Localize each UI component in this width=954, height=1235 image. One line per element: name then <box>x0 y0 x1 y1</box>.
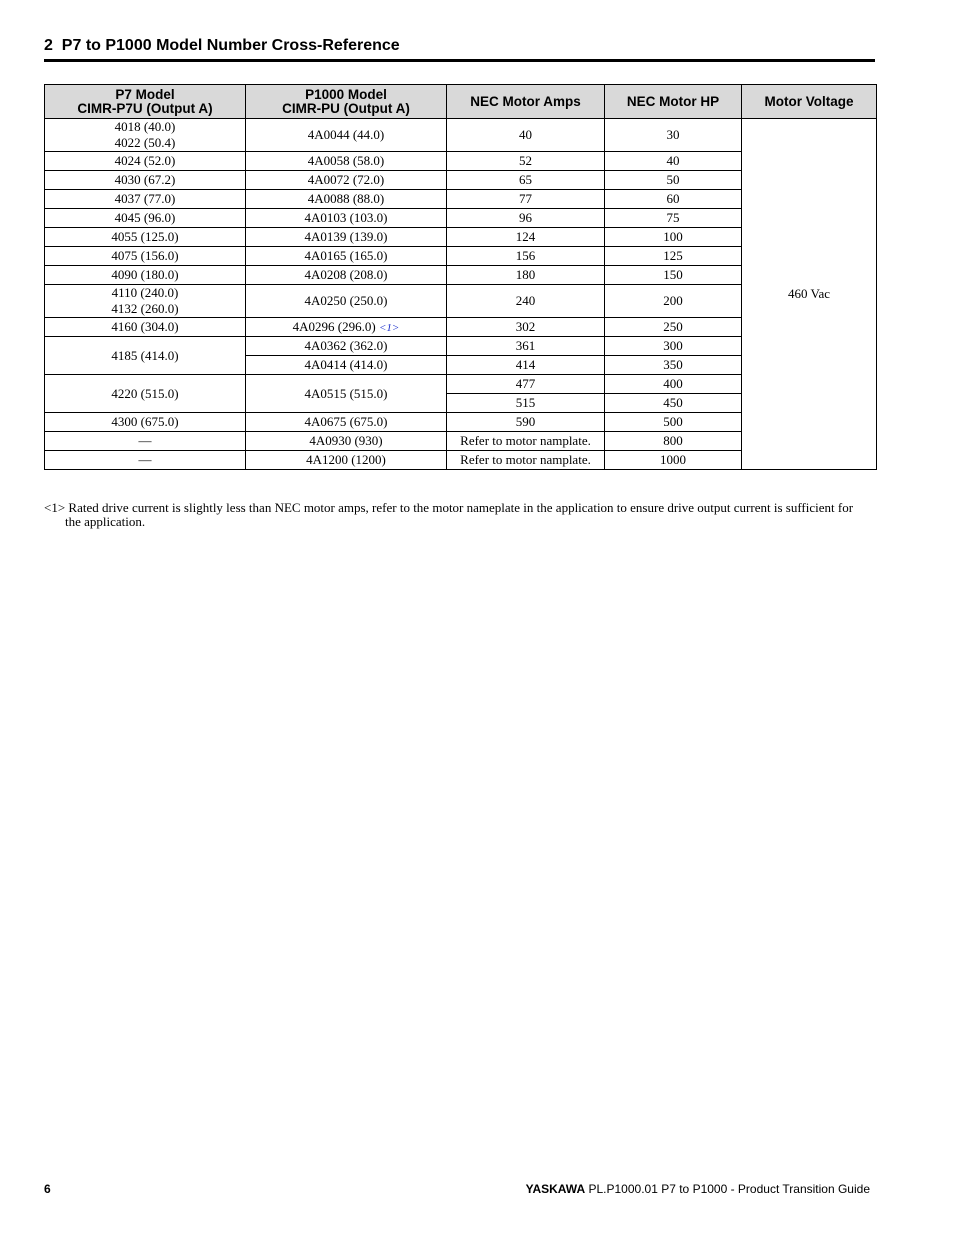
nec-amps-cell: 96 <box>447 209 605 228</box>
nec-amps-cell: 77 <box>447 190 605 209</box>
nec-hp-cell: 75 <box>605 209 742 228</box>
nec-hp-cell: 60 <box>605 190 742 209</box>
header-p1000-model: P1000 Model CIMR-PU (Output A) <box>246 85 447 119</box>
p1000-model-cell: 4A0362 (362.0) <box>246 337 447 356</box>
nec-hp-cell: 100 <box>605 228 742 247</box>
header-p7-model: P7 Model CIMR-P7U (Output A) <box>45 85 246 119</box>
nec-hp-cell: 250 <box>605 318 742 337</box>
p1000-model-cell: 4A0044 (44.0) <box>246 119 447 152</box>
section-number: 2 <box>44 37 53 54</box>
p7-model-cell: 4220 (515.0) <box>45 375 246 413</box>
p1000-model-cell: 4A0139 (139.0) <box>246 228 447 247</box>
footer-brand: YASKAWA <box>525 1182 586 1196</box>
nec-hp-cell: 30 <box>605 119 742 152</box>
footnote: <1> Rated drive current is slightly less than NEC motor amps, refer to the motor nameplate in the application to ensure drive output current is sufficient for the application. <box>44 500 854 529</box>
p1000-model-cell: 4A0165 (165.0) <box>246 247 447 266</box>
p7-model-cell: — <box>45 451 246 470</box>
p7-model-cell: — <box>45 432 246 451</box>
table-row <box>45 119 877 152</box>
p1000-model-cell: 4A1200 (1200) <box>246 451 447 470</box>
p7-model-cell: 4037 (77.0) <box>45 190 246 209</box>
footer-doc-title: PL.P1000.01 P7 to P1000 - Product Transition Guide <box>588 1182 870 1196</box>
nec-hp-cell: 200 <box>605 285 742 318</box>
p7-model-cell: 4045 (96.0) <box>45 209 246 228</box>
p1000-model-cell: 4A0675 (675.0) <box>246 413 447 432</box>
header-motor-voltage: Motor Voltage <box>742 85 877 119</box>
nec-hp-cell: 150 <box>605 266 742 285</box>
nec-amps-cell: Refer to motor namplate. <box>447 451 605 470</box>
page-number: 6 <box>44 1182 51 1196</box>
p7-model-cell: 4030 (67.2) <box>45 171 246 190</box>
table-header-row <box>45 85 877 119</box>
nec-amps-cell: 65 <box>447 171 605 190</box>
p1000-model-cell: 4A0250 (250.0) <box>246 285 447 318</box>
section-title <box>44 37 400 55</box>
p7-model-cell: 4055 (125.0) <box>45 228 246 247</box>
nec-hp-cell: 50 <box>605 171 742 190</box>
footnote-ref-link[interactable]: <1> <box>378 321 400 334</box>
nec-hp-cell: 350 <box>605 356 742 375</box>
p7-model-cell: 4018 (40.0) 4022 (50.4) <box>45 119 246 152</box>
nec-amps-cell: 361 <box>447 337 605 356</box>
p7-model-cell: 4160 (304.0) <box>45 318 246 337</box>
footer <box>526 1182 870 1196</box>
header-nec-motor-amps: NEC Motor Amps <box>447 85 605 119</box>
p1000-model-cell: 4A0296 (296.0) <1> <box>246 318 447 337</box>
p1000-model-cell: 4A0414 (414.0) <box>246 356 447 375</box>
nec-amps-cell: 477 <box>447 375 605 394</box>
p7-model-cell: 4110 (240.0) 4132 (260.0) <box>45 285 246 318</box>
nec-amps-cell: 302 <box>447 318 605 337</box>
nec-amps-cell: 240 <box>447 285 605 318</box>
header-nec-motor-hp: NEC Motor HP <box>605 85 742 119</box>
p7-model-cell: 4185 (414.0) <box>45 337 246 375</box>
nec-hp-cell: 40 <box>605 152 742 171</box>
nec-amps-cell: 515 <box>447 394 605 413</box>
p1000-model-cell: 4A0058 (58.0) <box>246 152 447 171</box>
p7-model-cell: 4300 (675.0) <box>45 413 246 432</box>
p1000-model-cell: 4A0088 (88.0) <box>246 190 447 209</box>
p1000-model-cell: 4A0515 (515.0) <box>246 375 447 413</box>
p1000-model-cell: 4A0208 (208.0) <box>246 266 447 285</box>
nec-amps-cell: 124 <box>447 228 605 247</box>
nec-hp-cell: 125 <box>605 247 742 266</box>
nec-hp-cell: 500 <box>605 413 742 432</box>
nec-amps-cell: 590 <box>447 413 605 432</box>
p7-model-cell: 4090 (180.0) <box>45 266 246 285</box>
cross-reference-table <box>44 84 877 470</box>
nec-hp-cell: 450 <box>605 394 742 413</box>
motor-voltage-cell: 460 Vac <box>742 119 877 470</box>
nec-amps-cell: 156 <box>447 247 605 266</box>
title-rule <box>44 59 875 62</box>
p7-model-cell: 4075 (156.0) <box>45 247 246 266</box>
nec-amps-cell: 414 <box>447 356 605 375</box>
nec-hp-cell: 800 <box>605 432 742 451</box>
nec-hp-cell: 300 <box>605 337 742 356</box>
p1000-model-cell: 4A0072 (72.0) <box>246 171 447 190</box>
section-title-text: P7 to P1000 Model Number Cross-Reference <box>61 37 400 54</box>
nec-hp-cell: 1000 <box>605 451 742 470</box>
p1000-model-cell: 4A0930 (930) <box>246 432 447 451</box>
p7-model-cell: 4024 (52.0) <box>45 152 246 171</box>
nec-hp-cell: 400 <box>605 375 742 394</box>
p1000-model-cell: 4A0103 (103.0) <box>246 209 447 228</box>
nec-amps-cell: Refer to motor namplate. <box>447 432 605 451</box>
nec-amps-cell: 180 <box>447 266 605 285</box>
nec-amps-cell: 40 <box>447 119 605 152</box>
nec-amps-cell: 52 <box>447 152 605 171</box>
